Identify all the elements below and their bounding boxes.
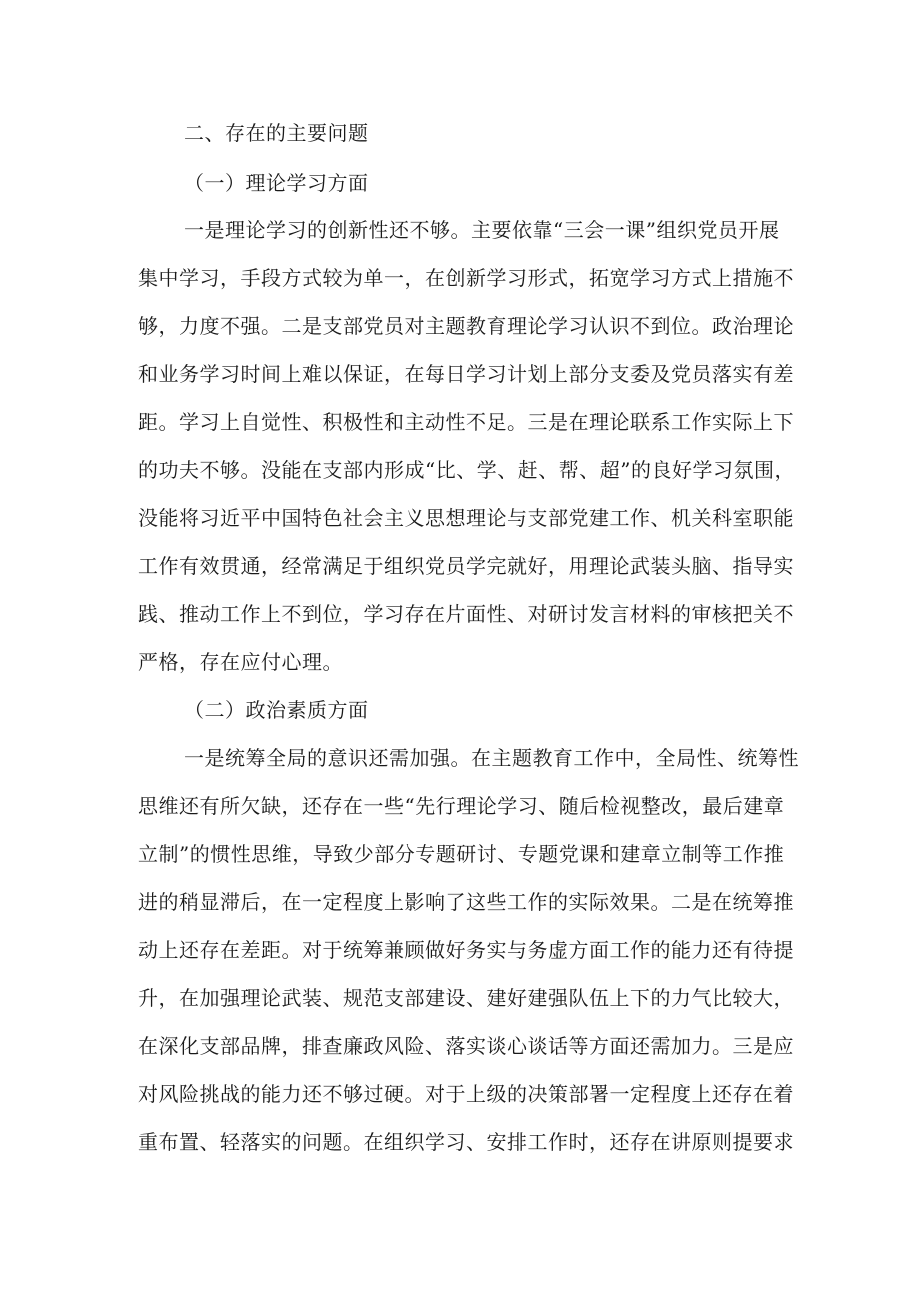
paragraph-line: 思维还有所欠缺，还存在一些“先行理论学习、随后检视整改，最后建章 — [138, 794, 785, 818]
section-title: 二、存在的主要问题 — [184, 121, 369, 145]
paragraph-line: 工作有效贯通，经常满足于组织党员学完就好，用理论武装头脑、指导实 — [138, 554, 794, 578]
paragraph-line: 升，在加强理论武装、规范支部建设、建好建强队伍上下的力气比较大， — [138, 986, 794, 1010]
paragraph-line: 动上还存在差距。对于统筹兼顾做好务实与务虚方面工作的能力还有待提 — [138, 938, 794, 962]
paragraph-line: 的功夫不够。没能在支部内形成“比、学、赶、帮、超”的良好学习氛围， — [138, 458, 795, 482]
paragraph-line: 够，力度不强。二是支部党员对主题教育理论学习认识不到位。政治理论 — [138, 314, 794, 338]
paragraph-line: 在深化支部品牌，排查廉政风险、落实谈心谈话等方面还需加力。三是应 — [138, 1034, 794, 1058]
paragraph-line: 立制”的惯性思维，导致少部分专题研讨、专题党课和建章立制等工作推 — [138, 842, 785, 866]
subsection-title-theory: （一）理论学习方面 — [184, 171, 369, 195]
paragraph-line: 和业务学习时间上难以保证，在每日学习计划上部分支委及党员落实有差 — [138, 362, 794, 386]
paragraph-line: 没能将习近平中国特色社会主义思想理论与支部党建工作、机关科室职能 — [138, 506, 794, 530]
paragraph-line: 践、推动工作上不到位，学习存在片面性、对研讨发言材料的审核把关不 — [138, 602, 794, 626]
paragraph-line: 进的稍显滞后，在一定程度上影响了这些工作的实际效果。二是在统筹推 — [138, 890, 794, 914]
paragraph-line: 对风险挑战的能力还不够过硬。对于上级的决策部署一定程度上还存在着 — [138, 1082, 794, 1106]
paragraph-line: 一是统筹全局的意识还需加强。在主题教育工作中，全局性、统筹性 — [184, 746, 799, 770]
paragraph-line: 一是理论学习的创新性还不够。主要依靠“三会一课”组织党员开展 — [184, 218, 780, 242]
paragraph-line: 距。学习上自觉性、积极性和主动性不足。三是在理论联系工作实际上下 — [138, 410, 794, 434]
paragraph-line: 严格，存在应付心理。 — [138, 650, 343, 674]
paragraph-line: 重布置、轻落实的问题。在组织学习、安排工作时，还存在讲原则提要求 — [138, 1130, 794, 1154]
paragraph-line: 集中学习，手段方式较为单一，在创新学习形式，拓宽学习方式上措施不 — [138, 266, 794, 290]
subsection-title-politics: （二）政治素质方面 — [184, 698, 369, 722]
